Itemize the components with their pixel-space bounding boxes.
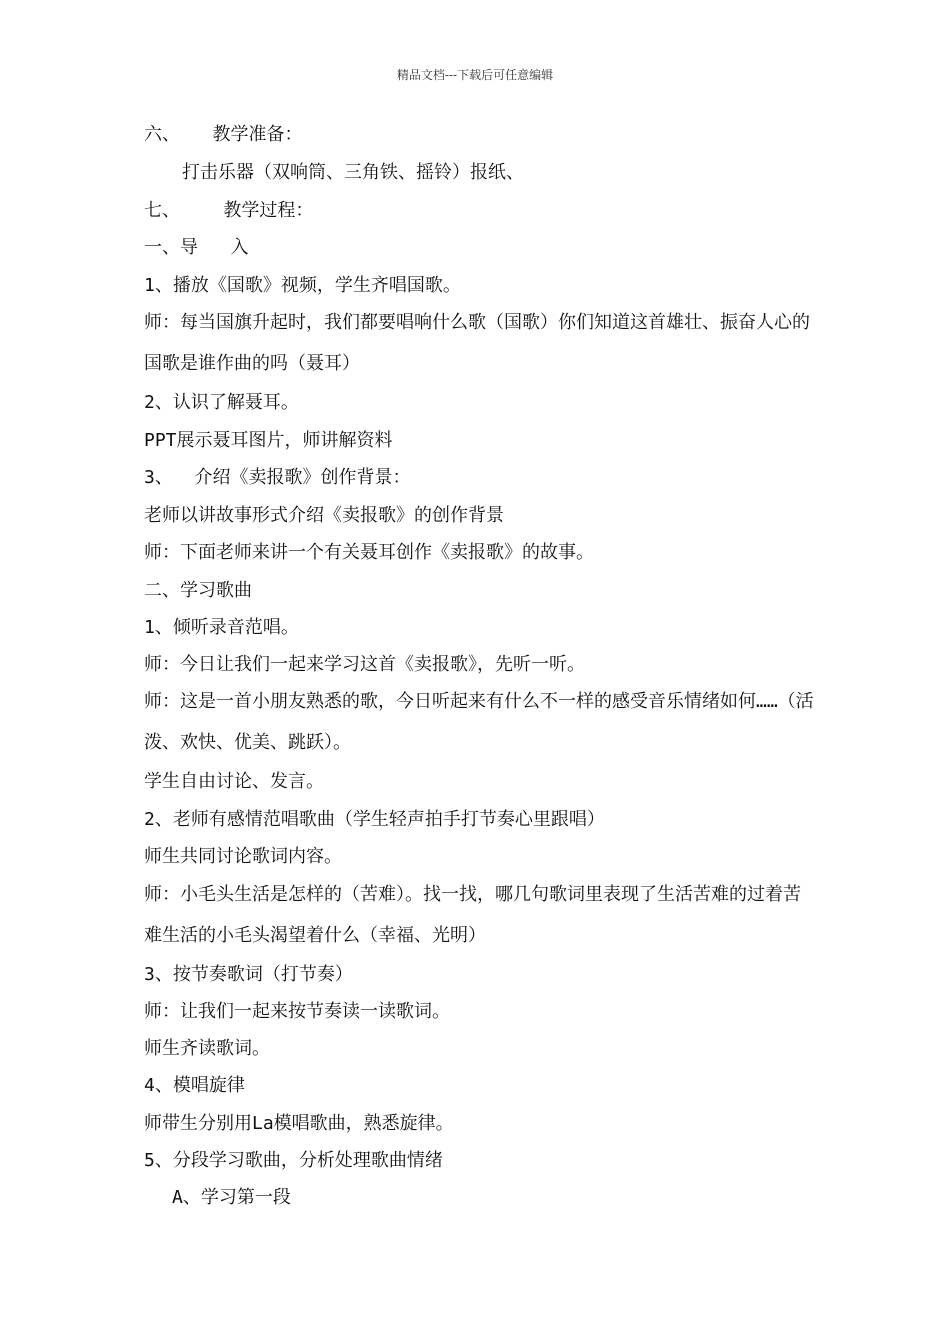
text-line: 师：每当国旗升起时，我们都要唱响什么歌（国歌）你们知道这首雄壮、振奋人心的国歌是谁作曲的吗（聂耳） — [144, 312, 810, 374]
text-line: 师生共同讨论歌词内容。 — [144, 846, 342, 867]
text-line: 一、导 入 — [144, 237, 249, 258]
text-line: 师带生分别用La模唱歌曲，熟悉旋律。 — [144, 1113, 454, 1134]
text-line: 1、播放《国歌》视频，学生齐唱国歌。 — [144, 275, 461, 296]
text-line: 打击乐器（双响筒、三角铁、摇铃）报纸、 — [182, 162, 524, 183]
text-line: 师：今日让我们一起来学习这首《卖报歌》，先听一听。 — [144, 654, 585, 675]
page-header: 精品文档---下载后可任意编辑 — [396, 68, 554, 82]
text-line: 师：下面老师来讲一个有关聂耳创作《卖报歌》的故事。 — [144, 542, 594, 563]
text-line: 师：这是一首小朋友熟悉的歌，今日听起来有什么不一样的感受音乐情绪如何……（活泼、欢快、优美、跳跃）。 — [144, 691, 814, 753]
text-line: 六、 教学准备： — [144, 124, 303, 145]
text-line: 师：小毛头生活是怎样的（苦难）。找一找，哪几句歌词里表现了生活苦难的过着苦难生活的小毛头渴望着什么（幸福、光明） — [144, 884, 801, 946]
text-line: A、学习第一段 — [172, 1187, 291, 1208]
text-line: 3、按节奏歌词（打节奏） — [144, 964, 353, 985]
text-line: 老师以讲故事形式介绍《卖报歌》的创作背景 — [144, 505, 504, 526]
text-line: 1、倾听录音范唱。 — [144, 617, 299, 638]
text-line: 2、认识了解聂耳。 — [144, 392, 299, 413]
text-line: 师：让我们一起来按节奏读一读歌词。 — [144, 1001, 450, 1022]
text-line: 2、老师有感情范唱歌曲（学生轻声拍手打节奏心里跟唱） — [144, 809, 605, 830]
text-line: 4、模唱旋律 — [144, 1075, 245, 1096]
text-line: 3、 介绍《卖报歌》创作背景： — [144, 467, 411, 488]
text-line: 师生齐读歌词。 — [144, 1038, 270, 1059]
text-line: 二、学习歌曲 — [144, 580, 252, 601]
text-line: 七、 教学过程： — [144, 200, 314, 221]
text-line: PPT展示聂耳图片，师讲解资料 — [144, 430, 393, 451]
text-line: 5、分段学习歌曲，分析处理歌曲情绪 — [144, 1150, 443, 1171]
text-line: 学生自由讨论、发言。 — [144, 771, 324, 792]
